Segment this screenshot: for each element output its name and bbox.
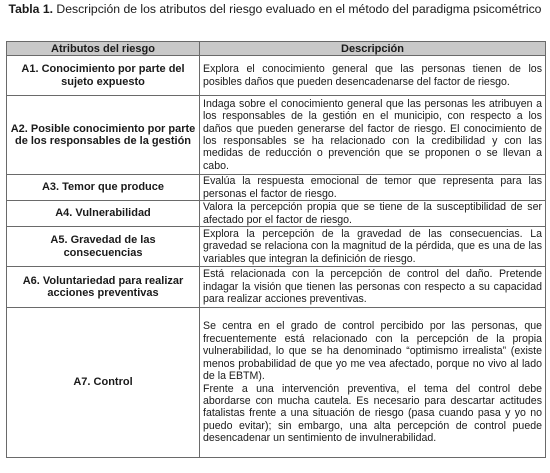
description-cell xyxy=(200,56,546,96)
attribute-cell: A7. Control xyxy=(7,308,200,458)
table-row xyxy=(7,201,546,227)
attribute-cell: A2. Posible conocimiento por parte de los responsables de la gestión xyxy=(7,96,200,175)
description-cell xyxy=(200,201,546,227)
description-text: Evalúa la respuesta emocional de temor que representa para las personas el factor de riesgo. xyxy=(203,175,542,200)
description-text: Explora la percepción de la gravedad de las consecuencias. La gravedad se relaciona con la magnitud de la pérdida, que es una de las variables que integran la definición de riesgo. xyxy=(203,227,542,265)
attribute-cell: A6. Voluntariedad para realizar acciones preventivas xyxy=(7,267,200,308)
attribute-cell: A3. Temor que produce xyxy=(7,175,200,201)
description-text: Está relacionada con la percepción de control del daño. Pretende indagar la visión que tienen las personas con respecto a su capacidad para realizar acciones preventivas. xyxy=(203,268,542,306)
risk-attributes-table xyxy=(6,41,546,458)
description-text: Frente a una intervención preventiva, el tema del control debe abordarse con mucha cautela. Es necesario para descartar actitudes fatalistas frente a una situación de riesgo (pasa cuando pasa y yo no puedo evitar); sin embargo, una alta percepción de control puede desencadenar un sentimiento de invulnerabilidad. xyxy=(203,382,542,445)
table-row xyxy=(7,175,546,201)
description-cell xyxy=(200,227,546,267)
attribute-cell: A1. Conocimiento por parte del sujeto expuesto xyxy=(7,56,200,96)
table-row xyxy=(7,96,546,175)
table-row xyxy=(7,267,546,308)
description-cell xyxy=(200,175,546,201)
description-cell xyxy=(200,267,546,308)
description-text: Se centra en el grado de control percibido por las personas, que frecuentemente está relacionado con la percepción de la propia vulnerabilidad, lo que se ha denominado “optimismo irrealista” (existe menos probabilidad de que yo me vea afectado, porque no vivo al lado de la EBTM). xyxy=(203,320,542,383)
description-cell xyxy=(200,96,546,175)
description-text: Valora la percepción propia que se tiene de la susceptibilidad de ser afectado por el factor de riesgo. xyxy=(203,201,542,226)
table-header-row xyxy=(7,42,546,56)
table-row xyxy=(7,56,546,96)
header-description: Descripción xyxy=(200,42,546,56)
description-cell xyxy=(200,308,546,458)
header-attributes: Atributos del riesgo xyxy=(7,42,200,56)
attribute-cell: A4. Vulnerabilidad xyxy=(7,201,200,227)
caption-text: Descripción de los atributos del riesgo evaluado en el método del paradigma psicométrico xyxy=(53,2,542,16)
table-caption xyxy=(0,0,550,36)
description-text: Indaga sobre el conocimiento general que las personas les atribuyen a los responsables de la gestión en el municipio, con respecto a los daños que pueden generarse del factor de riesgo. El conocimiento de los responsables se ha relacionado con la credibilidad y con las medidas de reducción o prevención que se proponen o se llevan a cabo. xyxy=(203,97,542,172)
attribute-cell: A5. Gravedad de las consecuencias xyxy=(7,227,200,267)
table-row xyxy=(7,308,546,458)
description-text: Explora el conocimiento general que las personas tienen de los posibles daños que pueden desencadenarse del factor de riesgo. xyxy=(203,63,542,88)
table-row xyxy=(7,227,546,267)
caption-label: Tabla 1. xyxy=(8,2,54,16)
